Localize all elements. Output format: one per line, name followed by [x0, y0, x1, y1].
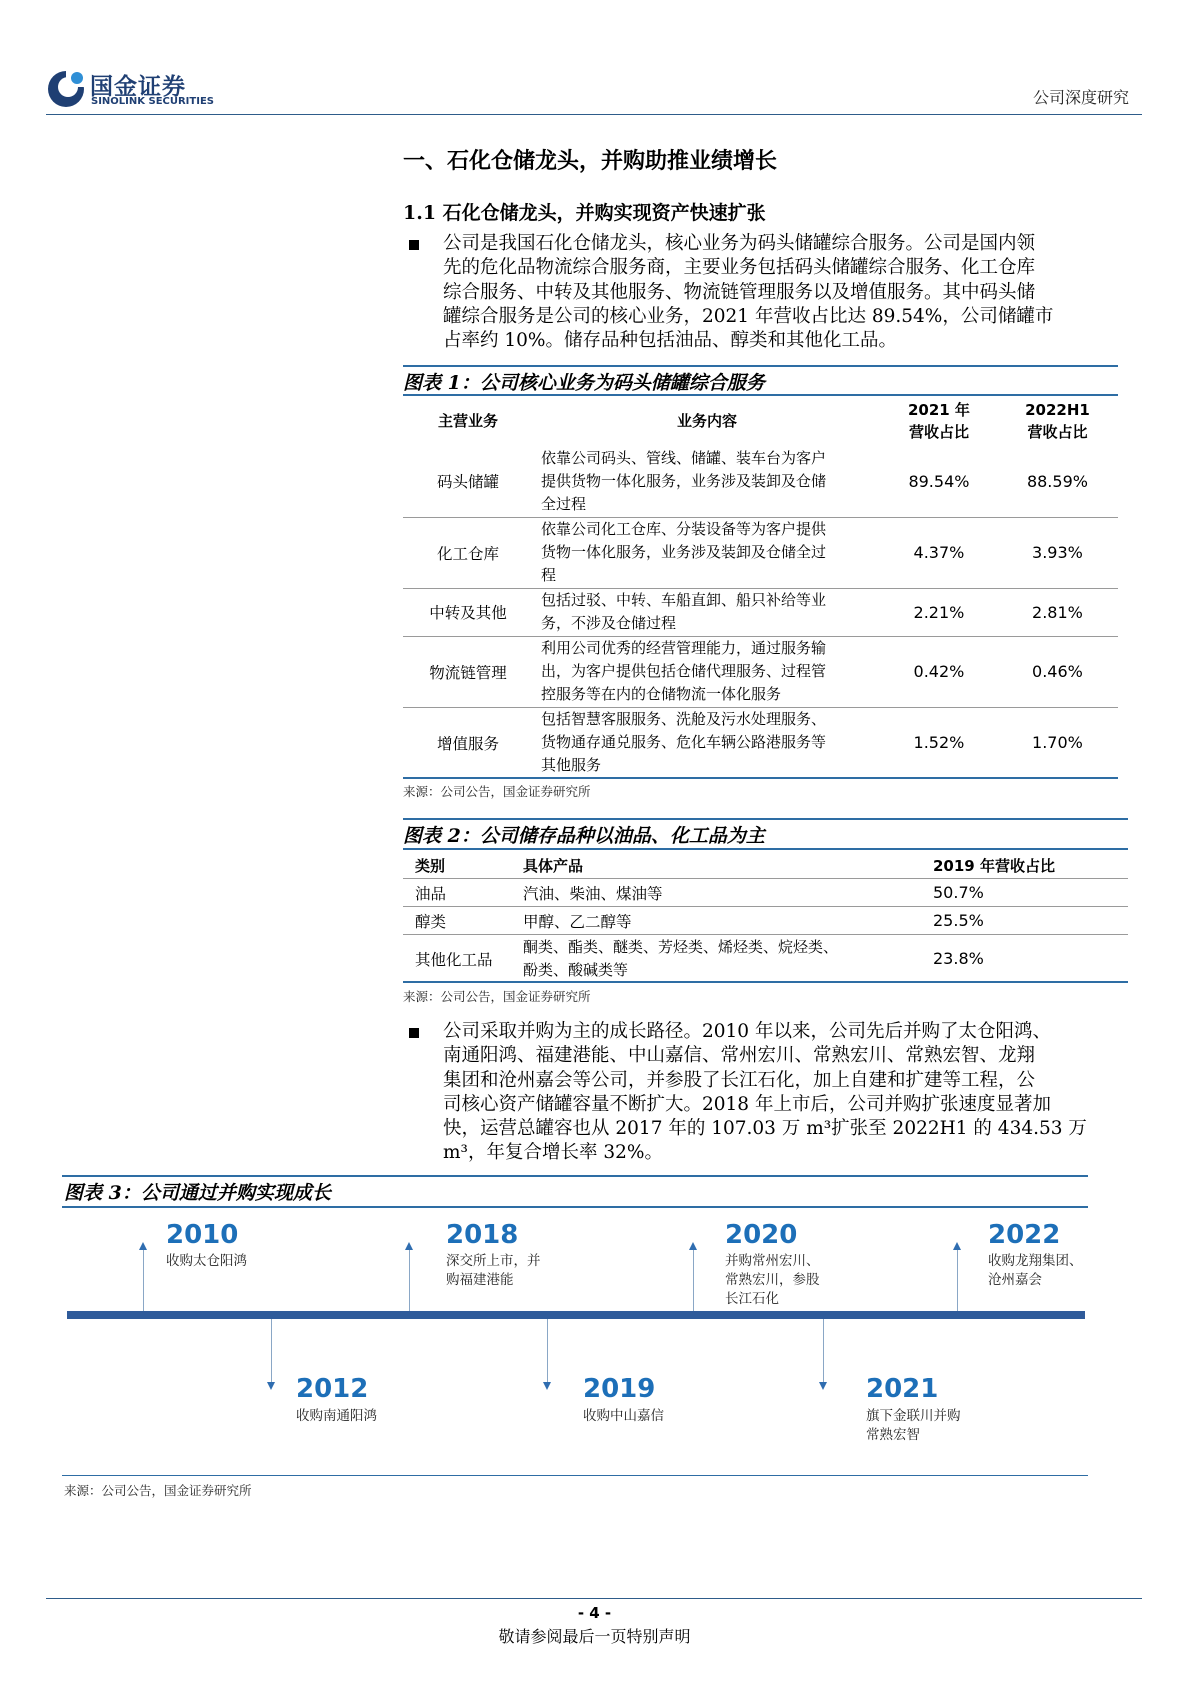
header-2022h1-share: 2022H1 营收占比	[1025, 401, 1090, 441]
row-2022h1-share: 1.70%	[997, 707, 1118, 778]
header-2019-share: 2019 年营收占比	[933, 856, 1055, 875]
figure-bottom-rule	[403, 777, 1118, 779]
timeline-connector	[547, 1319, 548, 1382]
header-business: 主营业务	[437, 412, 498, 430]
timeline-event-2018: 深交所上市，并 购福建港能	[446, 1253, 541, 1288]
paragraph-line: 公司是我国石化仓储龙头，核心业务为码头储罐综合服务。公司是国内领	[443, 233, 1036, 254]
row-products: 汽油、柴油、煤油等	[511, 879, 921, 907]
row-products: 甲醇、乙二醇等	[511, 907, 921, 935]
paragraph-line: 快，运营总罐容也从 2017 年的 107.03 万 m³扩张至 2022H1 的 434.53 万	[443, 1118, 1087, 1140]
figure-1-title: 图表 1：公司核心业务为码头储罐综合服务	[403, 372, 765, 394]
row-2022h1-share: 88.59%	[1026, 471, 1088, 491]
paragraph-line: 司核心资产储罐容量不断扩大。2018 年上市后，公司并购扩张速度显著加	[443, 1093, 1051, 1115]
table-row	[403, 907, 1128, 935]
row-share: 23.8%	[921, 935, 1128, 983]
paragraph-line: 罐综合服务是公司的核心业务，2021 年营收占比达 89.54%，公司储罐市	[443, 305, 1054, 327]
header-content: 业务内容	[676, 412, 737, 430]
arrow-up-icon	[953, 1242, 961, 1250]
paragraph-line: 综合服务、中转及其他服务、物流链管理服务以及增值服务。其中码头储	[443, 281, 1036, 303]
timeline-year-2020: 2020	[725, 1220, 798, 1250]
figure-top-rule	[403, 365, 1118, 367]
row-content: 依靠公司码头、管线、储罐、装车台为客户 提供货物一体化服务，业务涉及装卸及仓储 全过程	[541, 448, 827, 513]
header-products: 具体产品	[523, 856, 584, 875]
row-products: 酮类、酯类、醚类、芳烃类、烯烃类、烷烃类、 酚类、酸碱类等	[511, 935, 921, 983]
paragraph-line: 南通阳鸿、福建港能、中山嘉信、常州宏川、常熟宏川、常熟宏智、龙翔	[443, 1045, 1036, 1067]
report-type-label: 公司深度研究	[1032, 88, 1129, 107]
timeline-connector	[693, 1250, 694, 1311]
arrow-down-icon	[819, 1382, 827, 1390]
row-2021-share: 89.54%	[908, 471, 970, 491]
row-2021-share: 2.21%	[881, 588, 997, 636]
paragraph-line: 占率约 10%。储存品种包括油品、醇类和其他化工品。	[443, 330, 898, 352]
timeline-year-2022: 2022	[988, 1220, 1061, 1250]
table-row	[403, 707, 1118, 778]
figure-top-rule	[403, 818, 1128, 820]
arrow-up-icon	[689, 1242, 697, 1250]
row-business: 中转及其他	[403, 588, 533, 636]
timeline-event-2022: 收购龙翔集团、 沧州嘉会	[988, 1253, 1083, 1288]
row-share: 50.7%	[921, 879, 1128, 907]
paragraph-growth-path	[443, 1020, 1128, 1166]
figure-bottom-rule	[62, 1475, 1088, 1476]
section-title: 一、石化仓储龙头，并购助推业绩增长	[403, 148, 778, 174]
figure-title-rule	[403, 848, 1128, 850]
timeline-connector	[823, 1319, 824, 1382]
figure-3-title: 图表 3：公司通过并购实现成长	[64, 1182, 331, 1204]
timeline-year-2010: 2010	[166, 1220, 239, 1250]
table-row	[403, 517, 1118, 588]
sinolink-logo-icon	[47, 70, 85, 108]
timeline-event-2019: 收购中山嘉信	[583, 1408, 664, 1424]
business-table	[403, 396, 1118, 778]
paragraph-line: m³，年复合增长率 32%。	[443, 1142, 663, 1164]
footer-disclaimer: 敬请参阅最后一页特别声明	[498, 1627, 691, 1646]
row-2022h1-share: 2.81%	[997, 588, 1118, 636]
row-content: 包括过驳、中转、车船直卸、船只补给等业 务，不涉及仓储过程	[533, 588, 881, 636]
timeline-event-2010: 收购太仓阳鸿	[166, 1253, 247, 1269]
logo-english-name: SINOLINK SECURITIES	[91, 96, 214, 107]
row-2021-share: 0.42%	[881, 636, 997, 707]
row-business: 化工仓库	[403, 517, 533, 588]
timeline-year-2019: 2019	[583, 1374, 656, 1404]
header-divider	[46, 114, 1142, 115]
logo-chinese-name: 国金证券	[90, 74, 186, 100]
figure-title-rule	[62, 1206, 1088, 1208]
row-2021-share: 1.52%	[881, 707, 997, 778]
figure-1-source: 来源：公司公告，国金证券研究所	[403, 784, 591, 799]
figure-bottom-rule	[403, 981, 1128, 983]
timeline-connector	[271, 1319, 272, 1382]
footer-divider	[46, 1598, 1142, 1599]
bullet-marker	[409, 1028, 419, 1038]
row-business: 物流链管理	[403, 636, 533, 707]
timeline-year-2012: 2012	[296, 1374, 369, 1404]
timeline-event-2020: 并购常州宏川、 常熟宏川，参股 长江石化	[725, 1253, 820, 1307]
header-2021-share: 2021 年 营收占比	[907, 401, 970, 441]
paragraph-line: 公司采取并购为主的成长路径。2010 年以来，公司先后并购了太仓阳鸿、	[443, 1021, 1051, 1042]
arrow-down-icon	[543, 1382, 551, 1390]
header-category: 类别	[415, 856, 446, 875]
row-2022h1-share: 0.46%	[997, 636, 1118, 707]
table-row	[403, 879, 1128, 907]
timeline-event-2021: 旗下金联川并购 常熟宏智	[866, 1408, 961, 1443]
row-content: 依靠公司化工仓库、分装设备等为客户提供 货物一体化服务，业务涉及装卸及仓储全过 程	[533, 517, 881, 588]
table-row	[403, 588, 1118, 636]
row-content: 包括智慧客服服务、洗舱及污水处理服务、 货物通存通兑服务、危化车辆公路港服务等 其他服务	[533, 707, 881, 778]
row-2021-share: 4.37%	[881, 517, 997, 588]
page-number: - 4 -	[577, 1604, 612, 1622]
paragraph-line: 集团和沧州嘉会等公司，并参股了长江石化，加上自建和扩建等工程，公	[443, 1069, 1036, 1091]
timeline-connector	[957, 1250, 958, 1311]
row-content: 利用公司优秀的经营管理能力，通过服务输 出，为客户提供包括仓储代理服务、过程管 控服务等在内的仓储物流一体化服务	[533, 636, 881, 707]
arrow-up-icon	[405, 1242, 413, 1250]
row-share: 25.5%	[921, 907, 1128, 935]
arrow-down-icon	[267, 1382, 275, 1390]
figure-top-rule	[62, 1175, 1088, 1177]
arrow-up-icon	[139, 1242, 147, 1250]
timeline-event-2012: 收购南通阳鸿	[296, 1408, 377, 1424]
row-business: 码头储罐	[436, 473, 499, 492]
figure-2-title: 图表 2：公司储存品种以油品、化工品为主	[403, 825, 765, 847]
figure-3-source: 来源：公司公告，国金证券研究所	[64, 1483, 252, 1498]
table-row	[403, 636, 1118, 707]
timeline-year-2018: 2018	[446, 1220, 519, 1250]
timeline-year-2021: 2021	[866, 1374, 939, 1404]
timeline-connector	[143, 1250, 144, 1311]
table-row	[403, 446, 1118, 517]
row-2022h1-share: 3.93%	[997, 517, 1118, 588]
subsection-title: 1.1 石化仓储龙头，并购实现资产快速扩张	[403, 202, 766, 224]
bullet-marker	[409, 240, 419, 250]
paragraph-line: 先的危化品物流综合服务商，主要业务包括码头储罐综合服务、化工仓库	[443, 257, 1036, 279]
figure-2-source: 来源：公司公告，国金证券研究所	[403, 989, 591, 1004]
row-category: 油品	[403, 879, 511, 907]
timeline-connector	[409, 1250, 410, 1311]
paragraph-core-business	[443, 232, 1128, 353]
timeline-bar	[67, 1311, 1085, 1319]
storage-products-table	[403, 852, 1128, 983]
row-category: 其他化工品	[403, 935, 511, 983]
row-business: 增值服务	[403, 707, 533, 778]
table-row	[403, 935, 1128, 983]
row-category: 醇类	[403, 907, 511, 935]
